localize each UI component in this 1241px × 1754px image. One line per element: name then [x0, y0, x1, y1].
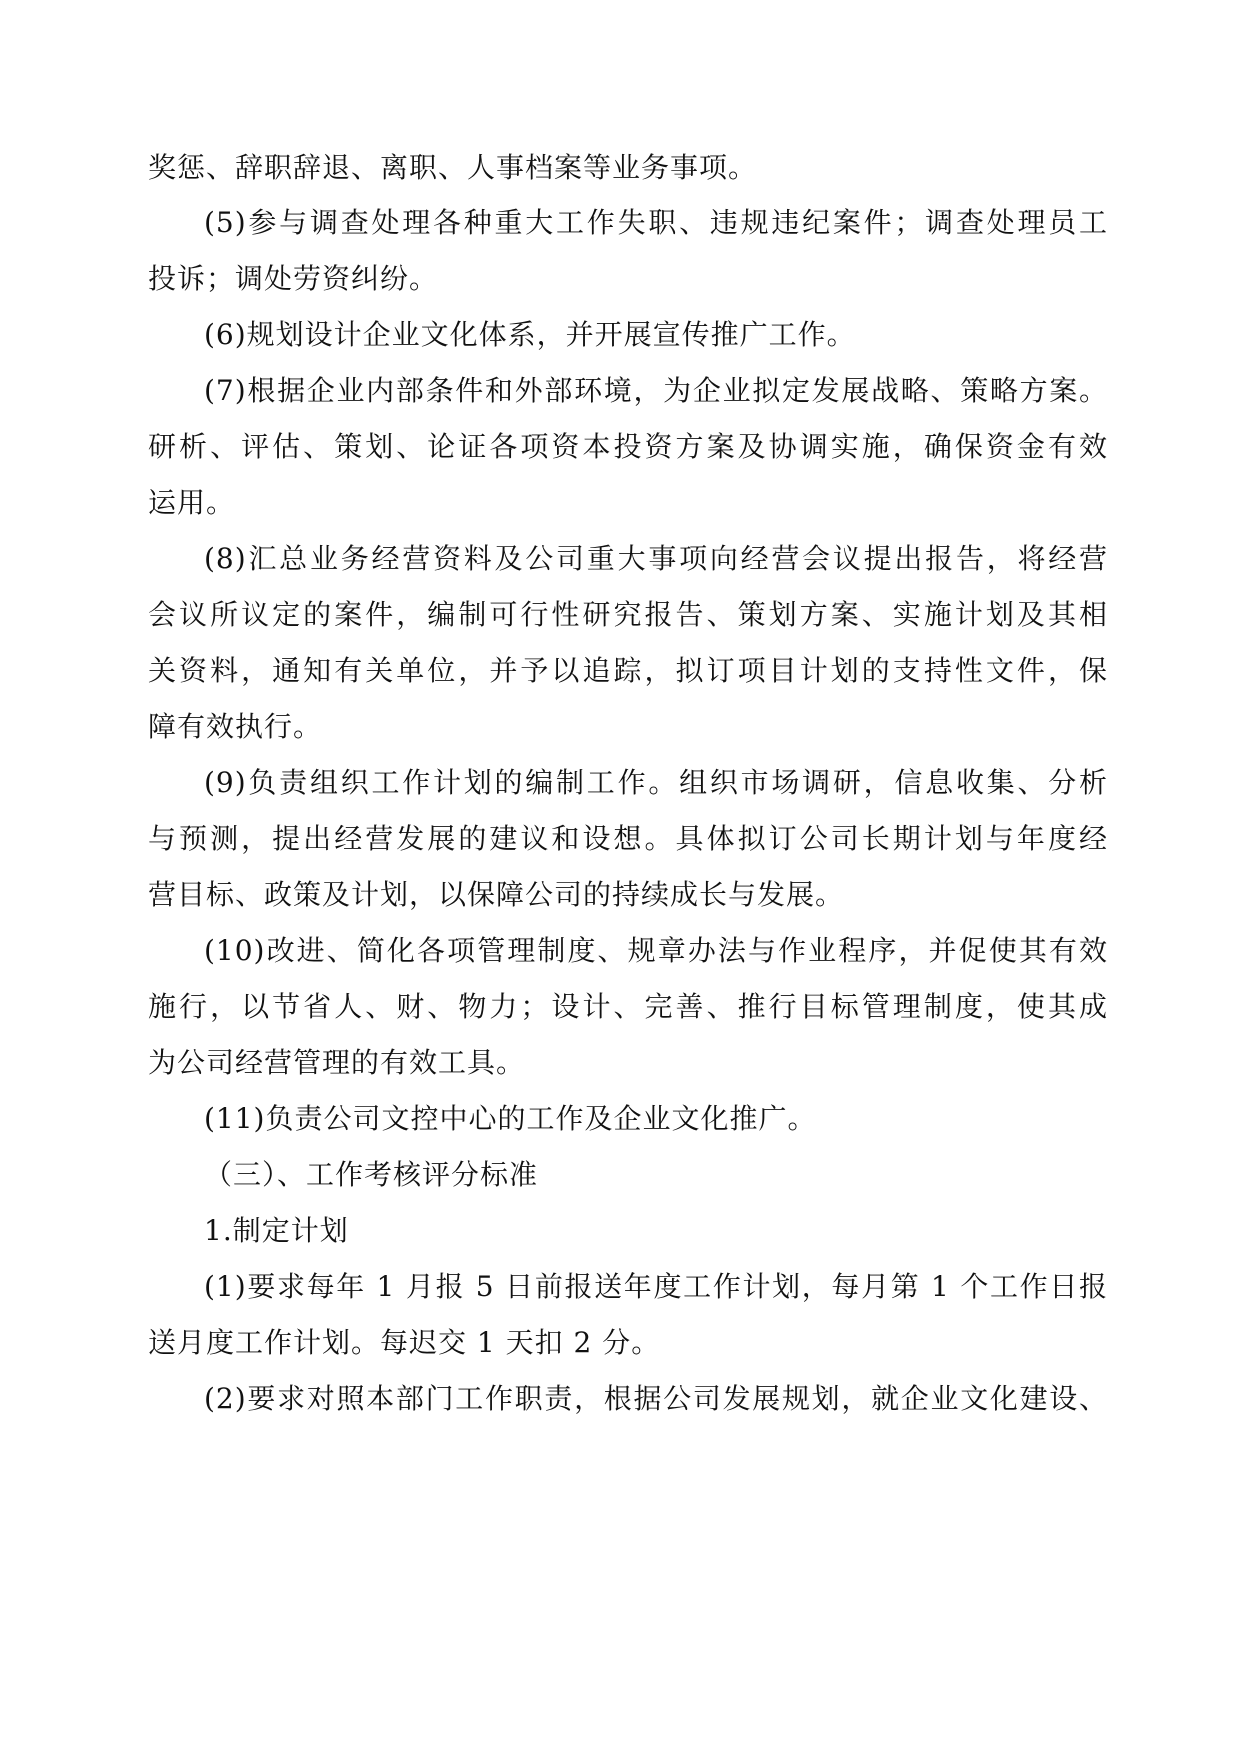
text-line: (8)汇总业务经营资料及公司重大事项向经营会议提出报告，将经营	[204, 542, 1108, 575]
text-line: 施行，以节省人、财、物力；设计、完善、推行目标管理制度，使其成	[148, 990, 1108, 1023]
text-line: 关资料，通知有关单位，并予以追踪，拟订项目计划的支持性文件，保	[148, 654, 1108, 687]
text-line: (10)改进、简化各项管理制度、规章办法与作业程序，并促使其有效	[204, 934, 1108, 967]
text-line: (9)负责组织工作计划的编制工作。组织市场调研，信息收集、分析	[204, 766, 1108, 799]
text-line: 为公司经营管理的有效工具。	[148, 1046, 526, 1079]
text-line: (2)要求对照本部门工作职责，根据公司发展规划，就企业文化建设、	[204, 1382, 1108, 1415]
subsection-heading: 1.制定计划	[204, 1214, 349, 1247]
text-line: (5)参与调查处理各种重大工作失职、违规违纪案件；调查处理员工	[204, 206, 1108, 239]
text-line: (7)根据企业内部条件和外部环境，为企业拟定发展战略、策略方案。	[204, 374, 1108, 407]
text-line: (1)要求每年 1 月报 5 日前报送年度工作计划，每月第 1 个工作日报	[204, 1270, 1108, 1303]
text-line: 奖惩、辞职辞退、离职、人事档案等业务事项。	[148, 151, 758, 184]
text-line: (11)负责公司文控中心的工作及企业文化推广。	[204, 1102, 817, 1135]
text-line: 与预测，提出经营发展的建议和设想。具体拟订公司长期计划与年度经	[148, 822, 1108, 855]
text-line: 投诉；调处劳资纠纷。	[148, 262, 439, 295]
text-line: 营目标、政策及计划，以保障公司的持续成长与发展。	[148, 878, 845, 911]
text-line: 运用。	[148, 486, 236, 519]
text-line: (6)规划设计企业文化体系，并开展宣传推广工作。	[204, 318, 856, 351]
text-line: 障有效执行。	[148, 710, 323, 743]
section-heading: （三）、工作考核评分标准	[204, 1158, 539, 1191]
text-line: 研析、评估、策划、论证各项资本投资方案及协调实施，确保资金有效	[148, 430, 1108, 463]
text-line: 送月度工作计划。每迟交 1 天扣 2 分。	[148, 1326, 661, 1359]
text-line: 会议所议定的案件，编制可行性研究报告、策划方案、实施计划及其相	[148, 598, 1108, 631]
